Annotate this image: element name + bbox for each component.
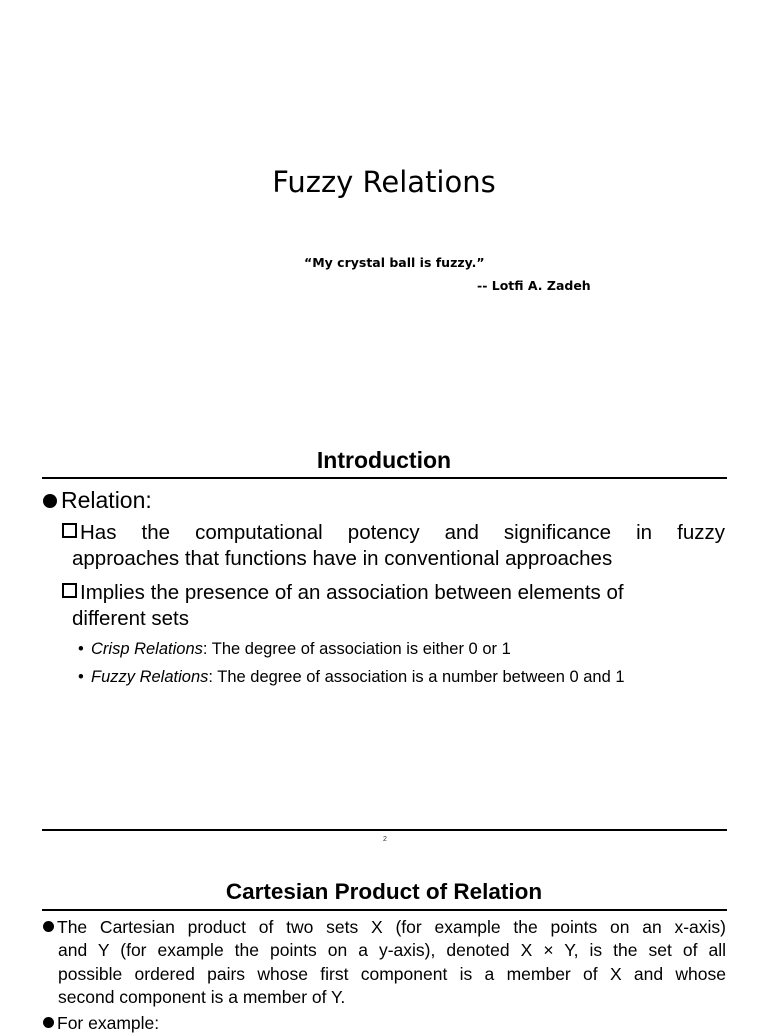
relation-label: Relation: — [61, 487, 152, 513]
relation-bullet — [43, 485, 152, 515]
quote-author: -- Lotfi A. Zadeh — [477, 278, 591, 293]
slide-footer-divider — [42, 829, 727, 831]
heading-divider — [42, 477, 727, 479]
page-number: 2 — [383, 836, 387, 843]
for-example-label: For example: — [57, 1013, 160, 1033]
sub-item-line-1: Implies the presence of an association between elements of — [80, 581, 624, 604]
fuzzy-relations-term: Fuzzy Relations — [91, 668, 209, 686]
crisp-relations-desc: : The degree of association is either 0 or 1 — [202, 640, 511, 658]
sub-item-line-2: approaches that functions have in conventional approaches — [72, 547, 613, 570]
introduction-heading: Introduction — [316, 447, 452, 473]
hollow-square-bullet-icon — [62, 523, 77, 538]
filled-circle-bullet-icon — [43, 1017, 54, 1028]
hollow-square-bullet-icon — [62, 583, 77, 598]
paragraph-line-text: The Cartesian product of two sets X (for example the points on an x-axis) — [57, 917, 726, 937]
paragraph-line — [43, 916, 726, 939]
crisp-relations-term: Crisp Relations — [91, 640, 203, 658]
sub-item-computational — [62, 520, 725, 572]
bullet-dot-icon: • — [78, 668, 84, 686]
bullet-dot-icon: • — [78, 640, 84, 658]
filled-circle-bullet-icon — [43, 494, 57, 508]
sub-item-line-2: different sets — [72, 607, 189, 630]
paragraph-line: and Y (for example the points on a y-axis), denoted X × Y, is the set of all — [58, 940, 726, 961]
heading-divider — [42, 909, 727, 911]
sub-item-line-1: Has the computational potency and significance in fuzzy — [80, 521, 725, 544]
slide-title: Fuzzy Relations — [272, 165, 496, 199]
paragraph-line: second component is a member of Y. — [58, 986, 346, 1007]
sub-item-association — [62, 580, 725, 632]
quote-text: “My crystal ball is fuzzy.” — [304, 255, 485, 270]
crisp-relations-item — [78, 638, 511, 660]
fuzzy-relations-item — [78, 666, 625, 688]
fuzzy-relations-desc: : The degree of association is a number between 0 and 1 — [208, 668, 625, 686]
filled-circle-bullet-icon — [43, 921, 54, 932]
cartesian-definition — [43, 916, 726, 1009]
cartesian-heading: Cartesian Product of Relation — [225, 879, 543, 904]
paragraph-line: possible ordered pairs whose first component is a member of X and whose — [58, 963, 726, 984]
